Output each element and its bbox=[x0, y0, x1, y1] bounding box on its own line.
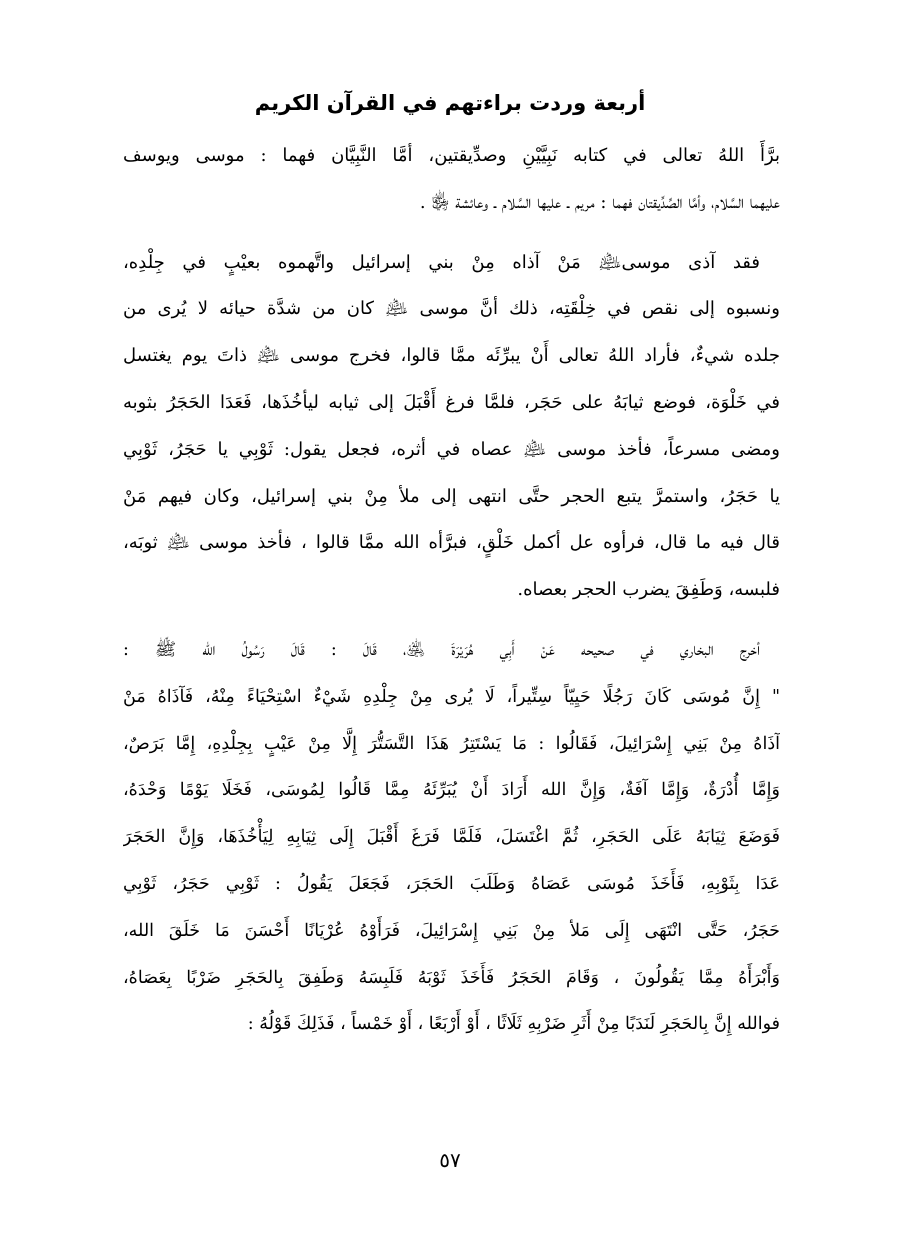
paragraph-gap bbox=[123, 227, 780, 240]
section-heading: أربعة وردت براءتهم في القرآن الكريم bbox=[254, 91, 646, 115]
text-line: حَجَرُ، حَتَّى انْتَهَى إِلَى مَلأ مِنْ بَنِي إِسْرَائِيلَ، فَرَأَوْهُ عُرْيَانًا أَحْسَنَ مَا خَلَقَ الله، bbox=[123, 920, 780, 941]
text-line: يا حَجَرُ، واستمرَّ يتبع الحجر حتَّى انتهى إلى ملأ مِنْ بني إسرائيل، وكان فيهم مَنْ bbox=[123, 485, 780, 507]
text-line: فقد آذى موسى﵇ مَنْ آذاه مِنْ بني إسرائيل واتَّهموه بعيْبٍ في جِلْدِه، bbox=[123, 251, 760, 273]
text-line: وَإِمَّا أُدْرَةٌ، وَإِمَّا آفَةٌ، وَإِنَّ الله أَرَادَ أَنْ يُبَرِّئَهُ مِمَّا قَالُوا لِمُوسَى، فَخَلَا يَوْمًا وَحْدَهُ، bbox=[123, 780, 780, 801]
text-line: ومضى مسرعاً، فأخذ موسى ﵇ عصاه في أثره، فجعل يقول: ثَوْبِي يا حَجَرُ، ثَوْبِي bbox=[123, 438, 780, 460]
text-line: ونسبوه إلى نقص في خِلْقَتِه، ذلك أنَّ موسى ﵇ كان من شدَّة حيائه لا يُرى من bbox=[123, 298, 780, 320]
hadith-paragraph bbox=[123, 627, 780, 1048]
text-line: عَدَا بِثَوْبِهِ، فَأَخَذَ مُوسَى عَصَاهُ وَطَلَبَ الحَجَرَ، فَجَعَلَ يَقُولُ : ثَوْبِي حَجَرُ، ثَوْبِي bbox=[123, 873, 780, 894]
page-number: ٥٧ bbox=[439, 1148, 461, 1172]
text-line: في خَلْوَة، فوضع ثيابَهُ على حَجَر، فلمَّا فرغ أَقْبَلَ إلى ثيابه ليأخُذَها، فَعَدَا الحَجَرُ بثوبه bbox=[123, 391, 780, 413]
text-line: فَوَضَعَ ثِيَابَهُ عَلَى الحَجَرِ، ثُمَّ اغْتَسَلَ، فَلَمَّا فَرَغَ أَقْبَلَ إِلَى ثِيَابِهِ لِيَأْخُذَهَا، وَإِنَّ الحَجَرَ bbox=[123, 827, 780, 848]
paragraph-gap bbox=[123, 614, 780, 627]
text-line: وَأَبْرَأَهُ مِمَّا يَقُولُونَ ، وَقَامَ الحَجَرُ فَأَخَذَ ثَوْبَهُ فَلَبِسَهُ وَطَفِقَ بِالحَجَرِ ضَرْبًا بِعَصَاهُ، bbox=[123, 967, 780, 988]
intro-paragraph bbox=[123, 133, 780, 227]
text-line: فلبسه، وَطَفِقَ يضرب الحجر بعصاه. bbox=[517, 579, 780, 601]
text-line: آذَاهُ مِنْ بَنِي إِسْرَائِيلَ، فَقَالُوا : مَا يَسْتَتِرُ هَذَا التَّسَتُّرَ إِلَّا مِنْ عَيْبٍ بِجِلْدِهِ، إِمَّا بَرَصٌ، bbox=[123, 733, 780, 754]
text-line: " إِنَّ مُوسَى كَانَ رَجُلًا حَيِيّاً سِتِّيراً، لَا يُرى مِنْ جِلْدِهِ شَيْءٌ اسْتِحْيَاءً مِنْهُ، فَآذَاهُ مَنْ bbox=[123, 686, 780, 707]
text-line: قال فيه ما قال، فرأوه عل أكمل خَلْقٍ، فبرَّأه الله ممَّا قالوا ، فأخذ موسى ﵇ ثوبَه، bbox=[123, 532, 780, 554]
document-body bbox=[123, 133, 780, 1048]
text-line: عليهما السَّلام، وأمَّا الصِّدِّيقتان فهما : مريم ـ عليها السَّلام ـ وعائشة ﵂ . bbox=[419, 191, 780, 213]
text-line: جلده شيءٌ، فأراد اللهُ تعالى أَنْ يبرِّئَه ممَّا قالوا، فخرج موسى ﵇ ذاتَ يوم يغتسل bbox=[123, 345, 780, 367]
text-line: فوالله إِنَّ بِالحَجَرِ لَنَدَبًا مِنْ أَثَرِ ضَرْبِهِ ثَلَاثًا ، أَوْ أَرْبَعًا ، أَوْ خَمْساً ، فَذَلِكَ قَوْلُهُ : bbox=[247, 1014, 780, 1035]
moses-story-paragraph bbox=[123, 240, 780, 614]
text-line: برَّأَ اللهُ تعالى في كتابه نَبِيَّيْنِ وصدِّيقتين، أمَّا النَّبِيَّان فهما : موسى ويوسف bbox=[123, 145, 780, 166]
text-line: أخرج البخاري في صحيحه عَنْ أَبِي هُرَيْرَةَ ﵁، قَالَ : قَالَ رَسُولُ الله ﷺ : bbox=[123, 639, 760, 660]
